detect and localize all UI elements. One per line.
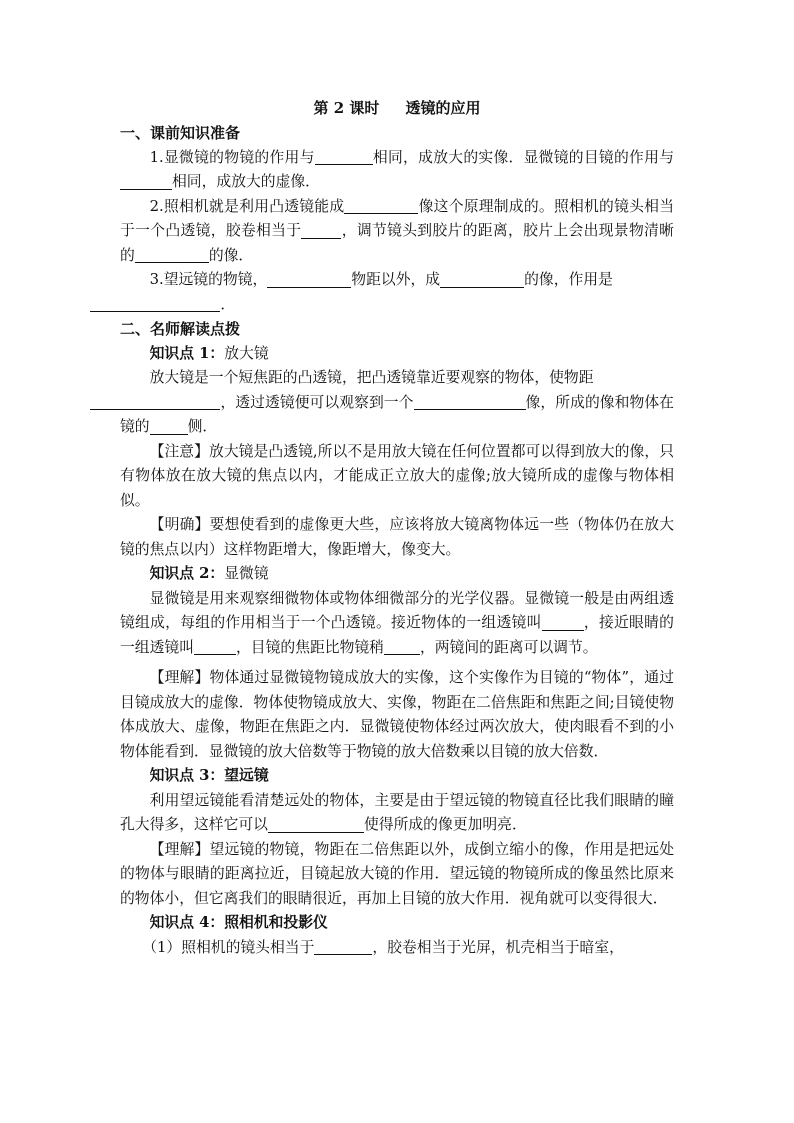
note-paragraph: 【注意】放大镜是凸透镜,所以不是用放大镜在任何位置都可以得到放大的像，只有物体放在放大镜的焦点以内，才能成正立放大的虚像;放大镜所成的虚像与物体相似。 [120,442,674,509]
page-title [120,96,674,120]
answer-blank[interactable] [194,639,236,656]
answer-blank[interactable] [268,816,364,833]
understand-paragraph-telescope: 【理解】望远镜的物镜，物距在二倍焦距以外，成倒立缩小的像，作用是把远处的物体与眼睛的距离拉近，目镜起放大镜的作用．望远镜的物镜所成的像虽然比原来的物体小，但它离我们的眼睛很近，再加上目镜的放大作用．视角就可以变得很大． [120,840,674,907]
clarify-paragraph: 【明确】要想使看到的虚像更大些，应该将放大镜离物体远一些（物体仍在放大镜的焦点以内）这样物距增大，像距增大，像变大。 [120,516,674,558]
lesson-number: 第 2 课时 [313,99,380,117]
answer-blank[interactable] [120,173,172,190]
knowledge-point-1-heading: 知识点 1：放大镜 [149,344,269,362]
answer-blank[interactable] [542,614,584,631]
section-heading-explanation: 二、名师解读点拨 [120,320,241,338]
document-page [120,96,674,960]
knowledge-point-2-text: 显微镜是用来观察细微物体或物体细微部分的光学仪器。显微镜一般是由两组透镜组成，每组的作用相当于一个凸透镜。接近物体的一组透镜叫 ，接近眼睛的一组透镜叫 ，目镜的焦距比物镜稍 ，两镜间的距离可以调节。 [120,589,674,656]
knowledge-point-1-text: 放大镜是一个短焦距的凸透镜，把凸透镜靠近要观察的物体，使物距 ，透过透镜便可以观察到一个 像，所成的像和物体在镜的 侧． [120,366,674,440]
question-2: 2.照相机就是利用凸透镜能成 像这个原理制成的。照相机的镜头相当于一个凸透镜，胶卷相当于 ，调节镜头到胶片的距离，胶片上会出现景物清晰的 的像． [120,197,674,264]
answer-blank[interactable] [301,222,341,239]
understand-paragraph-microscope: 【理解】物体通过显微镜物镜成放大的实像，这个实像作为目镜的“物体”，通过目镜成放大的虚像．物体使物镜成放大、实像，物距在二倍焦距和焦距之间;目镜使物体成放大、虚像，物距在焦距之内．显微镜使物体经过两次放大，使肉眼看不到的小物体能看到．显微镜的放大倍数等于物镜的放大倍数乘以目镜的放大倍数． [120,669,674,760]
answer-blank[interactable] [344,198,418,215]
question-3: 3.望远镜的物镜， 物距以外，成 的像，作用是 ． [120,268,674,317]
answer-blank[interactable] [150,418,188,435]
knowledge-point-4-text: （1）照相机的镜头相当于 ，胶卷相当于光屏，机壳相当于暗室， [142,938,624,956]
answer-blank[interactable] [267,271,351,288]
knowledge-point-4-heading: 知识点 4：照相机和投影仪 [149,914,328,931]
knowledge-point-3-heading: 知识点 3：望远镜 [149,767,269,784]
answer-blank[interactable] [314,939,372,956]
answer-blank[interactable] [440,271,524,288]
question-1: 1.显微镜的物镜的作用与 相同，成放大的实像．显微镜的目镜的作用与相同，成放大的虚像． [120,146,674,195]
answer-blank[interactable] [90,296,220,313]
answer-blank[interactable] [384,639,420,656]
answer-blank[interactable] [414,394,526,411]
knowledge-point-3-text: 利用望远镜能看清楚远处的物体，主要是由于望远镜的物镜直径比我们眼睛的瞳孔大得多，这样它可以 使得所成的像更加明亮． [120,791,674,833]
lesson-title: 透镜的应用 [405,99,481,117]
answer-blank[interactable] [315,149,373,166]
section-heading-preparation: 一、课前知识准备 [120,124,241,142]
answer-blank[interactable] [90,394,220,411]
answer-blank[interactable] [135,247,209,264]
knowledge-point-2-heading: 知识点 2：显微镜 [149,565,269,582]
